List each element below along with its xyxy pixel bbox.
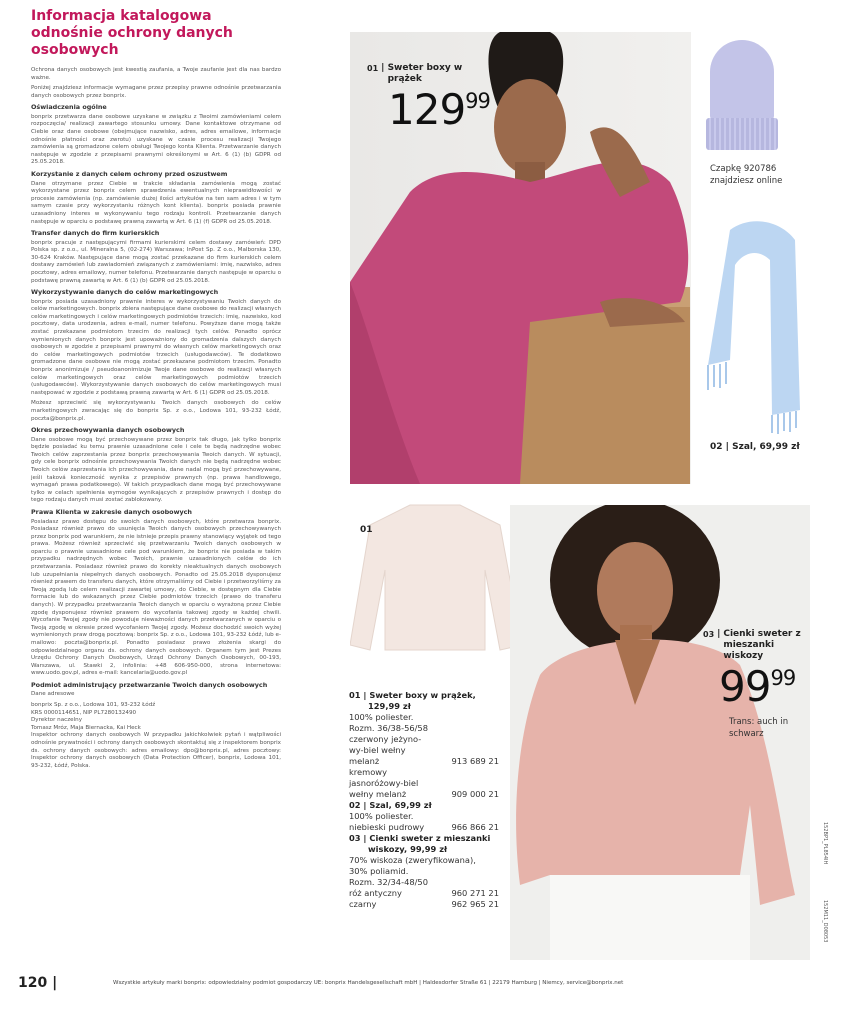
variant-color: róż antyczny [349, 888, 402, 898]
price-block-01 [367, 63, 492, 134]
intro-paragraph: Poniżej znajdziesz informacje wymagane przez przepisy prawne odnośnie przetwarzania danych osobowych przez bonprix. [31, 85, 281, 99]
section-heading: Transfer danych do firm kurierskich [31, 229, 160, 238]
scarf-label: 02 | Szal, 69,99 zł [710, 442, 800, 452]
variant-code: 962 965 21 [451, 899, 499, 909]
section-paragraph: Możesz sprzeciwić się wykorzystywaniu Twoich danych osobowych do celów marketingowych zwracając się do bonprix Sp. z o.o., Lodowa 101, 93-232 Łódź, poczta@bonprix.pl. [31, 400, 281, 422]
variant-code: 960 271 21 [451, 888, 499, 898]
catalog-code: 152M11_D08053 [822, 900, 828, 943]
section-paragraph: Posiadasz prawo dostępu do swoich danych osobowych, które przetwarza bonprix. Posiadasz również prawo do usunięcia Twoich danych osobowych przechowywanych przez bonprix pod warunkiem, że nie istnieje przepis prawny stanowiący wyjątek od tego prawa. Możesz również sprzeciwić się przetwarzaniu Twoich danych osobowych w oparciu o prawnie uzasadnione cele pod warunkiem, że bonprix nie posiada w takim przypadku nadrzędnych wobec Twoich, prawnie uzasadnionych celów do ich przetwarzania. Posiadasz również prawo do korekty nieaktualnych danych osobowych lub uzupełniania niepełnych danych osobowych. Ponadto od 25.05.2018 dysponujesz również prawem do transferu danych, które otrzymaliśmy od Ciebie i przetworzyliśmy za Twoją zgodą lub celem realizacji zawartej umowy, do Ciebie, w dostępnym dla Ciebie formacie lub do wskazanych przez Ciebie podmiotów trzecich (prawo do transferu danych). W przypadku przetwarzania Twoich danych w oparciu o wyrażoną przez Ciebie zgodę dysponujesz również prawem do wycofania takowej zgody w każdej chwili. Wycofanie Twojej zgody nie powoduje nieważności danych przetwarzanych w oparciu o Twoją zgodę w okresie przed wycofaniem Twojej zgody. Możesz dochodzić swoich wyżej wymienionych praw drogą pocztową: bonprix Sp. z o.o., Lodowa 101, 93-232 Łódź, lub e-mailowo: poczta@bonprix.pl. Ponadto posiadasz prawo złożenia skargi do odpowiedzialnego organu ds. ochrony danych osobowych. Organem tym jest Prezes Urzędu Ochrony Danych Osobowych, Urząd Ochrony Danych Osobowych, 00-193, Warszawa, ul. Stawki 2, infolinia: +48 606-950-000, strona internetowa: www.uodo.gov.pl, adres e-mail: kancelaria@uodo.gov.pl [31, 518, 281, 677]
product-desc: Rozm. 36/38-56/58 [349, 723, 428, 733]
privacy-column [31, 8, 281, 773]
variant-code: 913 689 21 [451, 756, 499, 766]
product-desc: 100% poliester. [349, 712, 414, 722]
model-photo-pink-sweater [350, 32, 691, 484]
section-paragraph: bonprix pracuje z następującymi firmami kurierskimi celem dostawy zamówień: DPD Polska sp. z o.o., ul. Mineralna 5, (02-274) Warszawa; InPost Sp. Z o.o., Malborska 130, 30-624 Kraków. Następujące dane mogą zostać przekazane do firm kurierskich celem dostawy zamówień lub zawiadomień związanych z zamówieniami: imię, nazwisko, adres pocztowy, adres emailowy, numer telefonu. Przetwarzanie danych następuje w oparciu o podstawę prawną zawartą w Art. 6 (1) (b) GDPR od 25.05.2018. [31, 239, 281, 284]
product-title: 02 | Szal, 69,99 zł [349, 800, 432, 810]
price-tag-03: $99^{99}$ [719, 662, 796, 711]
product-desc: 100% poliester. [349, 811, 414, 821]
intro-paragraph: Ochrona danych osobowych jest kwestią zaufania, a Twoje zaufanie jest dla nas bardzo ważne. [31, 67, 281, 81]
section-paragraph: Dane otrzymane przez Ciebie w trakcie składania zamówienia mogą zostać wykorzystane przez bonprix celem sprawdzenia ewentualnych nieprawidłowości w procesie zamówienia (np. zamówienie dużej ilości artykułów na ten sam adres i w tym samym czasie przy wykorzystaniu różnych kont klienta). bonprix posiada prawnie uzasadniony interes w wykonywaniu tego rodzaju kontroli. Przetwarzanie danych następuje w oparciu o podstawę prawną zawartą w Art. 6 (1) (f) GDPR od 25.05.2018. [31, 180, 281, 225]
section-paragraph: Dane adresowe [31, 691, 75, 698]
product-list [349, 690, 499, 910]
product-title: 03 | Cienki sweter z mieszanki [349, 833, 491, 843]
page-number: 120 | [18, 975, 58, 991]
flat-sweater-label: 01 [360, 525, 373, 535]
footer-legal-text: Wszystkie artykuły marki bonprix: odpowiedzialny podmiot gospodarczy UE: bonprix Handelsgesellschaft mbH | Haldesdorfer Straße 61 | 22179 Hamburg | Niemcy, service@bonprix.net [113, 980, 624, 986]
product-desc: 30% poliamid. [349, 866, 409, 876]
privacy-title: Informacja katalogowa odnośnie ochrony danych osobowych [31, 8, 233, 58]
variant-color: czarny [349, 899, 377, 909]
variant-row [349, 767, 499, 800]
section-paragraph: bonprix przetwarza dane osobowe uzyskane w związku z Twoimi zamówieniami celem rozpoczęcia/ realizacji zawartego stosunku umowy. Dane kontaktowe otrzymane od Ciebie oraz dane osobowe (obejmujące nazwisko, adres, adres emailowe, informacje odnośnie płatności oraz zwrotu) uzyskane w czasie procesu realizacji Twojego zamówienia są gromadzone celem obsługi Twojego konta Klienta. Przetwarzanie danych następuje w zgodzie z przepisami prawnymi określonymi w Art. 6 (1) (b) GDPR od 25.05.2018. [31, 113, 281, 166]
hat-caption: Czapkę 920786 znajdziesz online [710, 164, 783, 186]
product-desc: 70% wiskoza (zweryfikowana), [349, 855, 476, 865]
product-label-01: 01 | Sweter boxy w prążek [367, 63, 463, 84]
variant-color: niebieski pudrowy [349, 822, 425, 832]
section-paragraph: Dane osobowe mogą być przechowywane przez bonprix tak długo, jak tylko bonprix będzie posiadać ku temu prawnie uzasadnione cele i cele te będą nadrzędne wobec Twoich celów zaprzestania przez bonprix przechowywania Twoich danych. W sytuacji, gdy cele bonprix odnośnie przechowywania Twoich danych nie będą nadrzędne wobec Twoich celów zaprzestania ich przechowywania, dane nadal mogą być przechowywane, jeśli taková konieczność wynika z przepisów prawnych (np. prawa handlowego, wymagań prawa podatkowego). W takich przypadkach dane mogą być przechowywane tylko w celach spełnienia wymogów wynikających z przepisów prawnych i dostęp do tego rodzaju danych musi zostać zablokowany. [31, 436, 281, 504]
flat-sweater-image [350, 500, 520, 660]
variant-row [349, 822, 499, 833]
section-paragraph: bonprix posiada uzasadniony prawnie interes w wykorzystywaniu Twoich danych do celów marketingowych. bonprix zbiera następujące dane osobowe do realizacji własnych celów marketingowych i celów marketingowych podmiotów trzecich: imię, nazwisko, kod pocztowy, data urodzenia, adres e-mail, numer telefonu. Powyższe dane mogą także zostać przekazane podmiotom trzecim do realizacji tych celów. Ponadto oprócz wymienionych danych bonprix jest upoważniony do gromadzenia dalszych danych osobowych w zgodzie z przepisami prawnymi do własnych celów marketingowych oraz do celów marketingowych podmiotów trzecich (usługodawców). Te dodatkowo gromadzone dane osobowe nie mogą zostać przekazane podmiotom trzecim. Ponadto bonprix anonimizuje / pseudoanonimizuje Twoje dane osobowe do realizacji własnych celów marketingowych oraz celów marketingowych podmiotów trzecich (usługodawców). Wykorzystywanie danych osobowych do celów marketingowych musi następować w zgodzie z podstawą prawną zawartą w Art. 6 (1) GDPR od 25.05.2018. [31, 298, 281, 396]
section-heading: Prawa Klienta w zakresie danych osobowych [31, 508, 192, 516]
price-tag-01: $129^{99}$ [388, 85, 490, 134]
section-heading: Podmiot administrujący przetwarzanie Twoich danych osobowych [31, 680, 268, 689]
section-heading: Korzystanie z danych celem ochrony przed oszustwem [31, 170, 228, 179]
product-price: 129,99 zł [368, 701, 411, 711]
section-heading: Oświadczenia ogólne [31, 103, 107, 112]
product-price: wiskozy, 99,99 zł [368, 844, 448, 854]
price-block-03 [703, 629, 808, 740]
variant-row [349, 734, 499, 767]
section-paragraph: bonprix Sp. z o.o., Lodowa 101, 93-232 Łódź KRS 0000114651, NIP PL7280132490 Dyrektor naczelny Tomasz Mróz, Maja Biernacka, Kai Heck Inspektor ochrony danych osobowych W przypadku jakichkolwiek pytań i wątpliwości odnośnie prywatności i ochrony danych osobowych skontaktuj się z inspektorem bonprix ds. ochrony danych osobowych: adres emailowy: dpo@bonprix.pl, adres pocztowy: Inspektor ochrony danych osobowych (Data Protection Officer), bonprix, Lodowa 101, 93-232, Łódź, Polska. [31, 702, 281, 769]
section-heading: Okres przechowywania danych osobowych [31, 426, 185, 435]
product-title: 01 | Sweter boxy w prążek, [349, 690, 476, 700]
product-label-03: 03 | Cienki sweter z mieszanki wiskozy [703, 629, 801, 661]
variant-code: 909 000 21 [451, 789, 499, 799]
color-note: Trans: auch in schwarz [729, 717, 789, 739]
variant-color: kremowy jasnoróżowy-biel wełny melanż [349, 767, 419, 799]
hat-image [706, 40, 778, 152]
variant-code: 966 866 21 [451, 822, 499, 832]
variant-color: czerwony jeżyno-wy-biel wełny melanż [349, 734, 422, 766]
scarf-image [700, 220, 810, 435]
section-heading: Wykorzystywanie danych do celów marketingowych [31, 288, 219, 297]
model-photo-rose-sweater [510, 505, 810, 960]
privacy-sections [31, 103, 281, 770]
catalog-code: 152BP1_PL854IH [822, 822, 828, 865]
variant-row [349, 888, 499, 899]
variant-row [349, 899, 499, 910]
product-desc: Rozm. 32/34-48/50 [349, 877, 428, 887]
